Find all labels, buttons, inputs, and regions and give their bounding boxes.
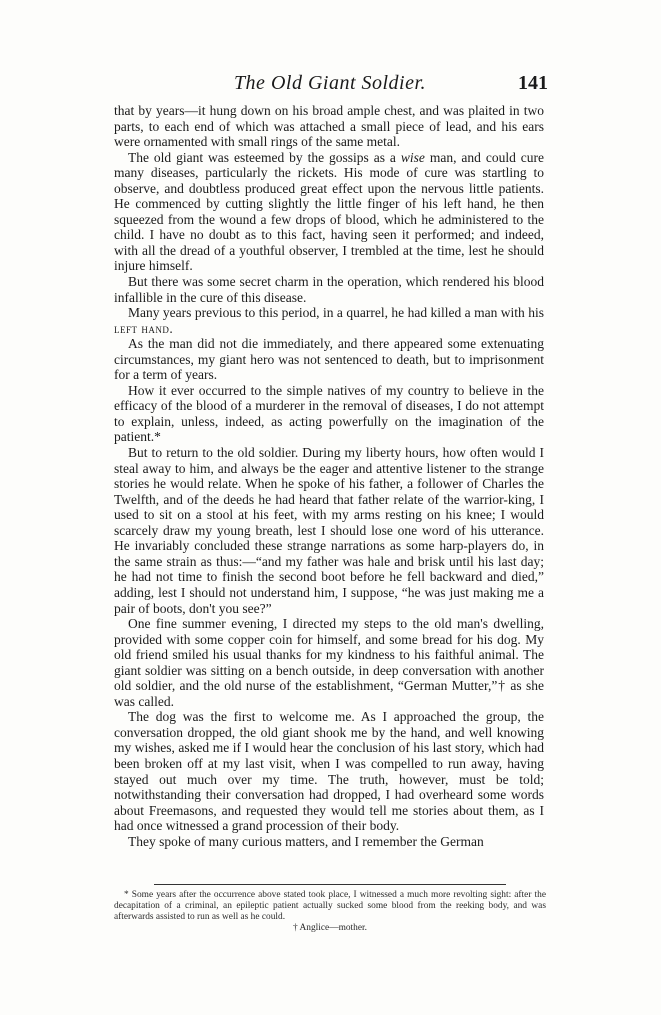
text-run: The old giant was esteemed by the gossips as a — [128, 149, 401, 165]
text-run: wise — [400, 149, 425, 165]
text-run: How it ever occurred to the simple natives of my country to believe in the efficacy of the blood of a murderer in the removal of diseases, I do not attempt to explain, unless, indeed, as acting powerfully on the imagination of the patient.* — [114, 382, 544, 445]
text-run: Many years previous to this period, in a quarrel, he had killed a man with his — [128, 305, 544, 321]
paragraph — [114, 150, 544, 274]
paragraph — [114, 709, 544, 833]
paragraph — [114, 383, 544, 445]
footnote-2: † Anglice—mother. — [293, 923, 367, 933]
footnotes — [114, 890, 546, 934]
paragraph — [114, 305, 544, 336]
text-run: One fine summer evening, I directed my steps to the old man's dwelling, provided with some copper coin for himself, and some bread for his dog. My old friend smiled his usual thanks for my kindness to his faithful animal. The giant soldier was sitting on a bench outside, in deep conversation with another old soldier, and the old nurse of the establishment, “German Mutter,”† as she was called. — [114, 616, 544, 709]
text-run: But there was some secret charm in the operation, which rendered his blood infallible in the cure of this disease. — [114, 274, 544, 305]
text-run: But to return to the old soldier. During my liberty hours, how often would I steal away to him, and always be the eager and attentive listener to the strange stories he would relate. When he spoke of his father, a follower of Charles the Twelfth, and of the deeds he had heard that father relate of the warrior-king, I used to sit on a stool at his feet, with my arms resting on his knee; I would scarcely draw my young breath, lest I should lose one word of his utterance. He invariably concluded these strange narrations as some harp-players do, in the same strain as thus:—“and my father was hale and brisk until his last day; he had not time to finish the second boot before he fell backward and died,” adding, lest I should not understand him, I suppose, “he was just making me a pair of boots, don't you see?” — [114, 445, 544, 616]
paragraph — [114, 103, 544, 150]
body-text — [114, 103, 544, 849]
text-run: The dog was the first to welcome me. As I approached the group, the conversation dropped, the old giant shook me by the hand, and well knowing my wishes, asked me if I would hear the conclusion of his last story, which had been broken off at my last visit, when I was compelled to run away, having stayed out much over my time. The truth, however, must be told; notwithstanding their conversation had dropped, I had overheard some words about Freemasons, and requested they would tell me stories about them, as I had once witnessed a grand procession of their body. — [114, 709, 544, 834]
page-number: 141 — [518, 72, 548, 94]
paragraph — [114, 834, 544, 850]
running-head — [112, 72, 548, 98]
running-title: The Old Giant Soldier. — [233, 72, 427, 94]
paragraph — [114, 336, 544, 383]
text-run: that by years—it hung down on his broad ample chest, and was plaited in two parts, to each end of which was attached a small piece of lead, and his ears were ornamented with small rings of the same metal. — [114, 103, 544, 150]
paragraph — [114, 616, 544, 709]
text-run: man, and could cure many diseases, particularly the rickets. His mode of cure was startling to observe, and doubtless produced great effect upon the nervous little patients. He commenced by cutting slightly the little finger of his left hand, he then squeezed from the wound a few drops of blood, which he administered to the child. I have no doubt as to this fact, having seen it performed; and indeed, with all the dread of a youthful observer, I trembled at the time, lest he should injure himself. — [114, 149, 544, 274]
text-run: As the man did not die immediately, and there appeared some extenuating circumstances, my giant hero was not sentenced to death, but to imprisonment for a term of years. — [114, 336, 544, 383]
paragraph — [114, 445, 544, 616]
footnote-rule — [154, 884, 506, 885]
paragraph — [114, 274, 544, 305]
footnote-1: * Some years after the occurrence above stated took place, I witnessed a much more revolting sight: after the decapitation of a criminal, an epileptic patient actually sucked some blood from the reeking body, and was afterwards assisted to run as well as he could. — [114, 890, 546, 922]
text-run: They spoke of many curious matters, and I remember the German — [128, 833, 484, 849]
text-run: left hand. — [114, 320, 174, 336]
